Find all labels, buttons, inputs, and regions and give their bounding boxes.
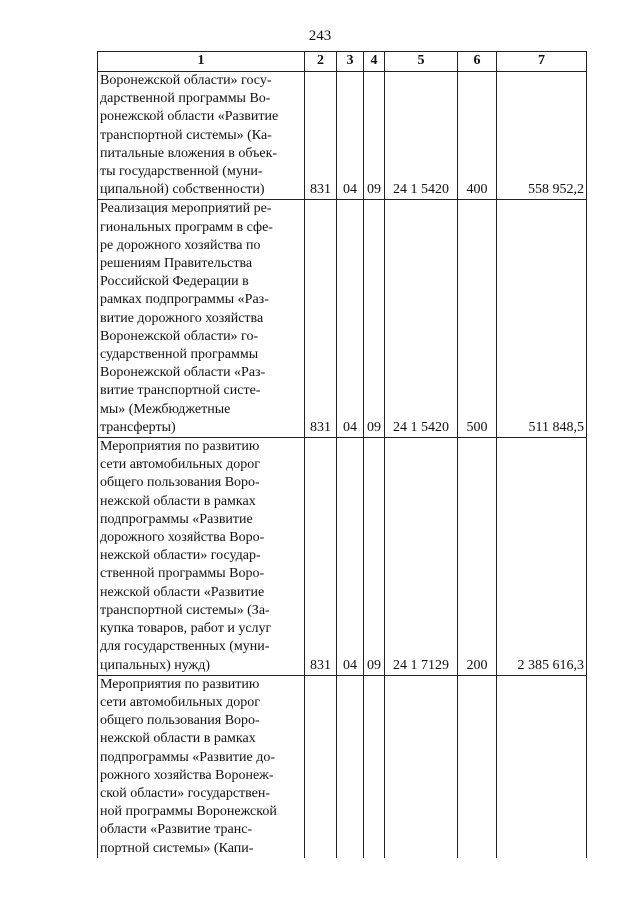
- page-number: 243: [308, 28, 332, 44]
- description-line: купка товаров, работ и услуг: [100, 621, 272, 637]
- subsection-code: 09: [364, 438, 385, 676]
- section-code: 04: [337, 438, 364, 676]
- subsection-code: 09: [364, 72, 385, 200]
- amount: 558 952,2: [497, 72, 587, 200]
- expense-type: 200: [458, 438, 497, 676]
- description-line: общего пользования Воро-: [100, 475, 260, 491]
- description-line: ципальных) нужд): [100, 657, 211, 673]
- description-line: сети автомобильных дорог: [100, 694, 260, 710]
- row-description: [98, 200, 305, 438]
- description-line: нежской области в рамках: [100, 493, 256, 509]
- header-col-1: 1: [98, 52, 305, 72]
- description-line: решениям Правительства: [100, 256, 253, 272]
- target-article: 24 1 5420: [385, 200, 458, 438]
- target-article: 24 1 5420: [385, 72, 458, 200]
- description-line: ской области» государствен-: [100, 785, 271, 801]
- expense-type: [458, 675, 497, 858]
- ministry-code: [305, 675, 337, 858]
- subsection-code: 09: [364, 200, 385, 438]
- description-line: питальные вложения в объек-: [100, 145, 278, 161]
- description-line: ты государственной (муни-: [100, 164, 263, 180]
- description-line: Воронежской области «Раз-: [100, 365, 266, 381]
- expense-type: 400: [458, 72, 497, 200]
- description-line: ной программы Воронежской: [100, 804, 277, 820]
- description-line: дарственной программы Во-: [100, 91, 271, 107]
- description-line: рамках подпрограммы «Раз-: [100, 292, 269, 308]
- description-line: витие транспортной систе-: [100, 383, 261, 399]
- description-line: ре дорожного хозяйства по: [100, 237, 261, 253]
- ministry-code: 831: [305, 200, 337, 438]
- description-line: для государственных (муни-: [100, 639, 270, 655]
- description-line: Мероприятия по развитию: [100, 676, 260, 692]
- description-line: нежской области» государ-: [100, 548, 261, 564]
- table-row: [98, 438, 587, 676]
- description-line: мы» (Межбюджетные: [100, 401, 231, 417]
- description-line: нежской области в рамках: [100, 731, 256, 747]
- description-line: Мероприятия по развитию: [100, 439, 260, 455]
- amount: 2 385 616,3: [497, 438, 587, 676]
- description-line: рожного хозяйства Воронеж-: [100, 767, 274, 783]
- section-code: 04: [337, 72, 364, 200]
- header-col-7: 7: [497, 52, 587, 72]
- description-line: Воронежской области» го-: [100, 328, 259, 344]
- table-row: [98, 675, 587, 858]
- row-description: [98, 72, 305, 200]
- description-line: ципальной) собственности): [100, 182, 265, 198]
- description-line: подпрограммы «Развитие: [100, 511, 253, 527]
- ministry-code: 831: [305, 438, 337, 676]
- budget-table: [97, 51, 587, 858]
- table-row: [98, 200, 587, 438]
- table-row: [98, 72, 587, 200]
- description-line: ронежской области «Развитие: [100, 109, 279, 125]
- row-description: [98, 675, 305, 858]
- description-line: Воронежской области» госу-: [100, 73, 272, 88]
- section-code: [337, 675, 364, 858]
- header-col-4: 4: [364, 52, 385, 72]
- description-line: области «Развитие транс-: [100, 822, 253, 838]
- amount: [497, 675, 587, 858]
- description-line: нежской области «Развитие: [100, 584, 265, 600]
- section-code: 04: [337, 200, 364, 438]
- table-header-row: [98, 52, 587, 72]
- header-col-2: 2: [305, 52, 337, 72]
- target-article: [385, 675, 458, 858]
- description-line: ственной программы Воро-: [100, 566, 265, 582]
- description-line: гиональных программ в сфе-: [100, 219, 273, 235]
- description-line: транспортной системы» (За-: [100, 602, 270, 618]
- header-col-5: 5: [385, 52, 458, 72]
- description-line: Российской Федерации в: [100, 274, 249, 290]
- row-description: [98, 438, 305, 676]
- ministry-code: 831: [305, 72, 337, 200]
- description-line: сударственной программы: [100, 347, 259, 363]
- description-line: дорожного хозяйства Воро-: [100, 530, 265, 546]
- description-line: подпрограммы «Развитие до-: [100, 749, 276, 765]
- header-col-3: 3: [337, 52, 364, 72]
- header-col-6: 6: [458, 52, 497, 72]
- target-article: 24 1 7129: [385, 438, 458, 676]
- description-line: портной системы» (Капи-: [100, 840, 254, 856]
- description-line: транспортной системы» (Ка-: [100, 127, 272, 143]
- expense-type: 500: [458, 200, 497, 438]
- description-line: сети автомобильных дорог: [100, 457, 260, 473]
- amount: 511 848,5: [497, 200, 587, 438]
- description-line: Реализация мероприятий ре-: [100, 201, 272, 217]
- subsection-code: [364, 675, 385, 858]
- description-line: общего пользования Воро-: [100, 713, 260, 729]
- description-line: трансферты): [100, 419, 176, 435]
- description-line: витие дорожного хозяйства: [100, 310, 264, 326]
